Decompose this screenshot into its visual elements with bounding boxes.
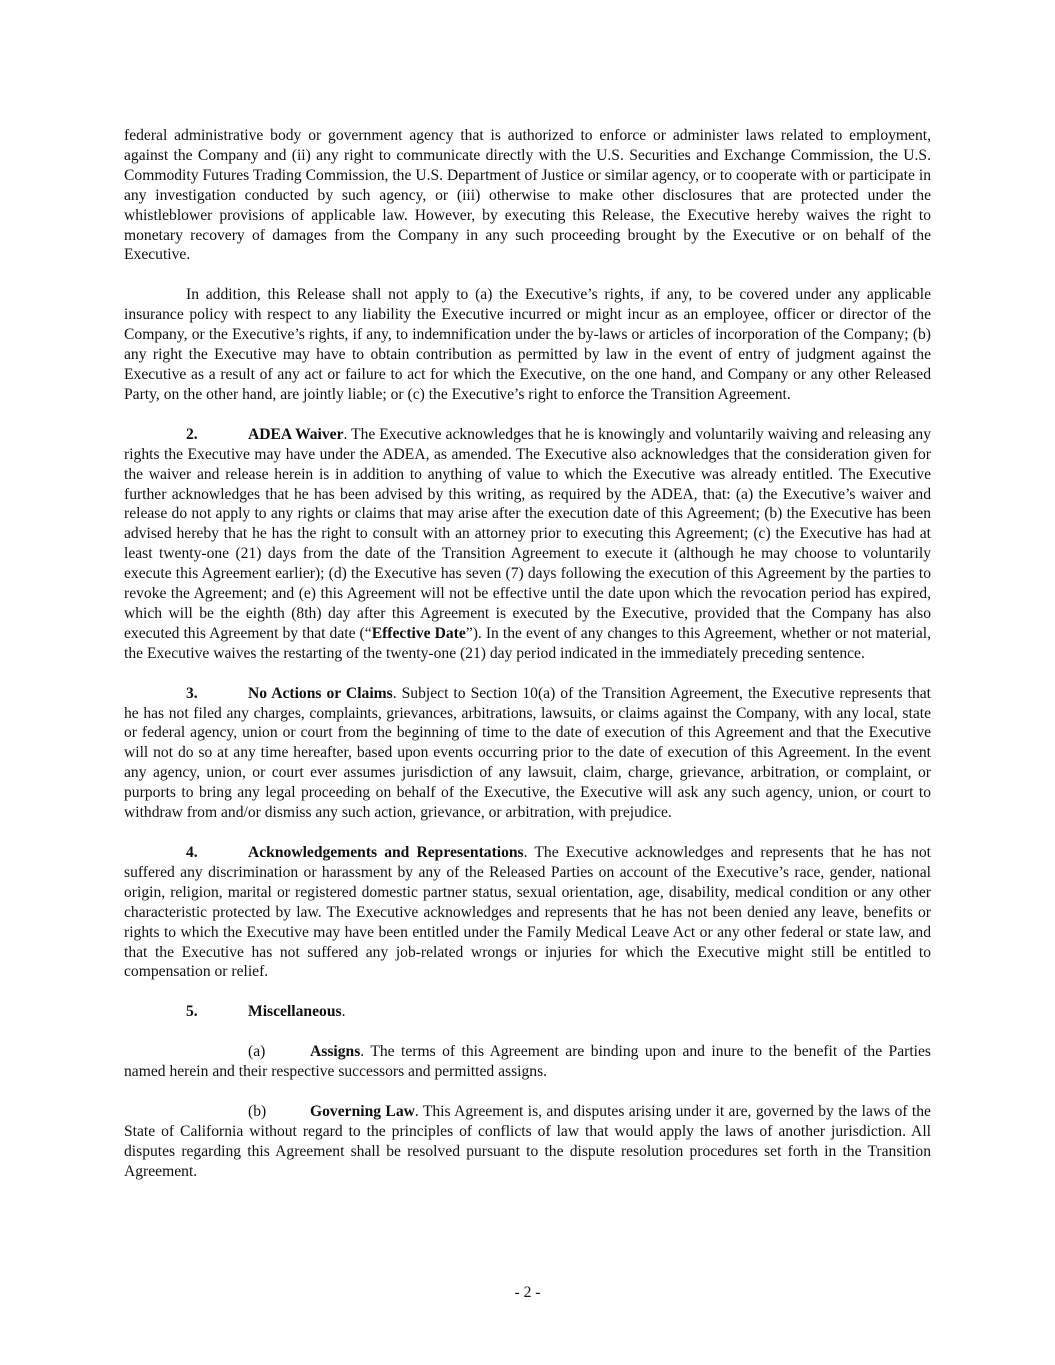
subsection-5a-assigns — [124, 1042, 931, 1082]
section-period: . — [341, 1003, 346, 1021]
paragraph-release-exclusions: In addition, this Release shall not apply to (a) the Executive’s rights, if any, to be covered under any applicable insurance policy with respect to any liability the Executive incurred or might incur as an employee, officer or director of the Company, or the Executive’s rights, if any, to indemnification under the by-laws or articles of incorporation of the Company; (b) any right the Executive may have to obtain contribution as permitted by law in the event of entry of judgment against the Executive as a result of any act or failure to act for which the Executive, on the one hand, and Company or any other Released Party, on the other hand, are jointly liable; or (c) the Executive’s right to enforce the Transition Agreement. — [124, 286, 931, 403]
subsection-title: Governing Law — [310, 1103, 415, 1121]
section-text: . The Executive acknowledges that he is knowingly and voluntarily waiving and releasing any rights the Executive may have under the ADEA, as amended. The Executive also acknowledges that the consideration given for the waiver and release herein is in addition to anything of value to which the Executive was already entitled. The Executive further acknowledges that he has been advised by this writing, as required by the ADEA, that: (a) the Executive’s waiver and release do not apply to any rights or claims that may arise after the execution date of this Agreement; (b) the Executive has been advised hereby that he has the right to consult with an attorney prior to executing this Agreement; (c) the Executive has had at least twenty-one (21) days from the date of the Transition Agreement to execute it (although he may choose to voluntarily execute this Agreement earlier); (d) the Executive has seven (7) days following the execution of this Agreement by the parties to revoke the Agreement; and (e) this Agreement will not be effective until the date upon which the revocation period has expired, which will be the eighth (8th) day after this Agreement is executed by the Executive, provided that the Company has also executed this Agreement by that date (“ — [124, 425, 932, 642]
section-text: . Subject to Section 10(a) of the Transition Agreement, the Executive represents that he has not filed any charges, complaints, grievances, arbitrations, lawsuits, or claims against the Company, with any local, state or federal agency, union or court from the beginning of time to the date of execution of this Agreement and that the Executive will not do so at any time hereafter, based upon events occurring prior to the date of execution of this Agreement. In the event any agency, union, or court ever assumes jurisdiction of any lawsuit, claim, charge, grievance, arbitration, or complaint, or purports to bring any legal proceeding on behalf of the Executive, the Executive will ask any such agency, union, or court to withdraw from and/or dismiss any such action, grievance, or arbitration, with prejudice. — [124, 684, 931, 822]
defined-term: Effective Date — [371, 624, 466, 642]
section-number: 3. — [186, 684, 198, 702]
document-page — [124, 126, 931, 1202]
section-title: Acknowledgements and Representations — [248, 844, 524, 861]
subsection-5b-governing-law — [124, 1102, 931, 1182]
section-number: 4. — [186, 844, 198, 861]
section-text: . The Executive acknowledges and represents that he has not suffered any discrimination or harassment by any of the Released Parties on account of the Executive’s race, gender, national origin, religion, marital or registered domestic partner status, sexual orientation, age, disability, medical condition or any other characteristic protected by law. The Executive acknowledges and represents that he has not been denied any leave, benefits or rights to which the Executive may have been entitled under the Family Medical Leave Act or any other federal or state law, and that the Executive has not suffered any job-related wrongs or injuries for which the Executive might still be entitled to compensation or relief. — [124, 844, 931, 981]
subsection-text: . The terms of this Agreement are binding upon and inure to the benefit of the Parties named herein and their respective successors and permitted assigns. — [124, 1043, 931, 1081]
subsection-label: (a) — [248, 1043, 266, 1061]
section-title: ADEA Waiver — [248, 425, 344, 443]
section-text-continued: ”). In the event of any changes to this Agreement, whether or not material, the Executive waives the restarting of the twenty-one (21) day period indicated in the immediately preceding sentence. — [124, 624, 931, 662]
section-5-miscellaneous — [124, 1002, 931, 1022]
section-2-adea-waiver — [124, 425, 931, 664]
section-number: 5. — [186, 1003, 198, 1021]
section-title: No Actions or Claims — [248, 684, 393, 702]
subsection-text: . This Agreement is, and disputes arising under it are, governed by the laws of the State of California without regard to the principles of conflicts of law that would apply the laws of another jurisdiction. All disputes regarding this Agreement shall be resolved pursuant to the dispute resolution procedures set forth in the Transition Agreement. — [124, 1103, 931, 1180]
section-3-no-actions — [124, 684, 931, 823]
section-4-acknowledgements — [124, 843, 931, 982]
section-number: 2. — [186, 425, 198, 443]
page-number: - 2 - — [514, 1284, 541, 1301]
subsection-title: Assigns — [310, 1043, 361, 1061]
section-title: Miscellaneous — [248, 1003, 342, 1021]
subsection-label: (b) — [248, 1103, 267, 1121]
paragraph-continuation: federal administrative body or government agency that is authorized to enforce or administer laws related to employment, against the Company and (ii) any right to communicate directly with the U.S. Securities and Exchange Commission, the U.S. Commodity Futures Trading Commission, the U.S. Department of Justice or similar agency, or to cooperate with or participate in any investigation conducted by such agency, or (iii) otherwise to make other disclosures that are protected under the whistleblower provisions of applicable law. However, by executing this Release, the Executive hereby waives the right to monetary recovery of damages from the Company in any such proceeding brought by the Executive or on behalf of the Executive. — [124, 127, 931, 264]
